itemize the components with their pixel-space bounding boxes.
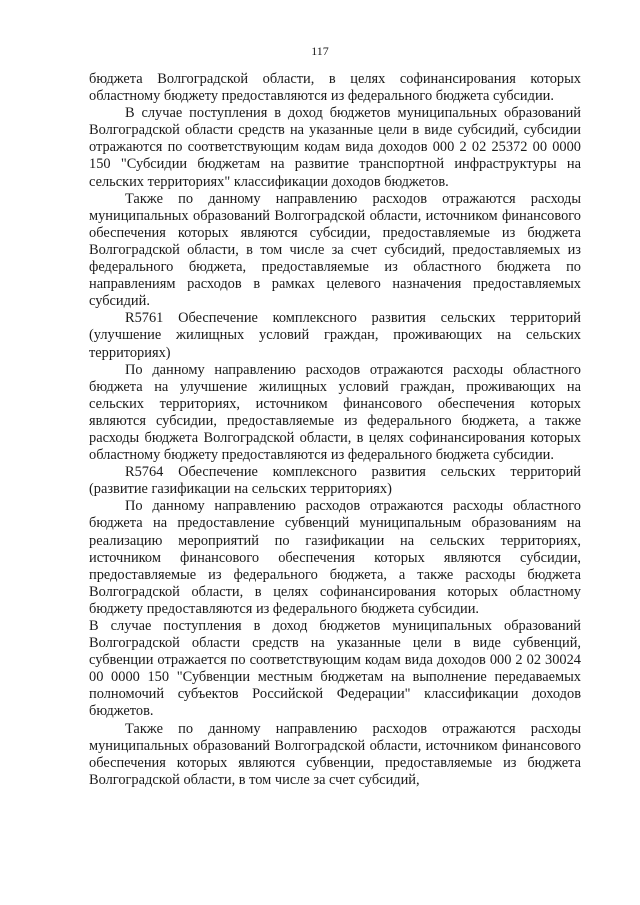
page-number: 117 bbox=[311, 44, 329, 58]
paragraph: бюджета Волгоградской области, в целях софинансирования которых областному бюджету предоставляются из федерального бюджета субсидии. bbox=[89, 71, 581, 105]
paragraph: В случае поступления в доход бюджетов муниципальных образований Волгоградской области средств на указанные цели в виде субвенций, субвенции отражается по соответствующим кодам вида доходов 000 2 02 30024 00 0000 150 "Субвенции местным бюджетам на выполнение передаваемых полномочий субъектов Российской Федерации" классификации доходов бюджетов. bbox=[89, 618, 581, 720]
section-heading: R5764 Обеспечение комплексного развития сельских территорий (развитие газификации на сельских территориях) bbox=[89, 464, 581, 498]
paragraph: В случае поступления в доход бюджетов муниципальных образований Волгоградской области средств на указанные цели в виде субсидий, субсидии отражаются по соответствующим кодам вида доходов 000 2 02 25372 00 0000 150 "Субсидии бюджетам на развитие транспортной инфраструктуры на сельских территориях" классификации доходов бюджетов. bbox=[89, 105, 581, 190]
document-body bbox=[89, 71, 581, 789]
paragraph: Также по данному направлению расходов отражаются расходы муниципальных образований Волгоградской области, источником финансового обеспечения которых являются субвенции, предоставляемые из бюджета Волгоградской области, в том числе за счет субсидий, bbox=[89, 720, 581, 788]
paragraph: По данному направлению расходов отражаются расходы областного бюджета на улучшение жилищных условий граждан, проживающих на сельских территориях, источником финансового обеспечения которых являются субсидии, предоставляемые из федерального бюджета, а также расходы бюджета Волгоградской области, в целях софинансирования которых областному бюджету предоставляются из федерального бюджета субсидии. bbox=[89, 361, 581, 464]
section-heading: R5761 Обеспечение комплексного развития сельских территорий (улучшение жилищных условий граждан, проживающих на сельских территориях) bbox=[89, 310, 581, 361]
paragraph: По данному направлению расходов отражаются расходы областного бюджета на предоставление субвенций муниципальным образованиям на реализацию мероприятий по газификации на сельских территориях, источником финансового обеспечения которых являются субсидии, предоставляемые из федерального бюджета, а также расходы бюджета Волгоградской области, в целях софинансирования которых областному бюджету предоставляются из федерального бюджета субсидии. bbox=[89, 498, 581, 617]
paragraph: Также по данному направлению расходов отражаются расходы муниципальных образований Волгоградской области, источником финансового обеспечения которых являются субсидии, предоставляемые из бюджета Волгоградской области, в том числе за счет субсидий, предоставляемых из федерального бюджета, предоставляемые из областного бюджета по направлениям расходов в рамках целевого назначения предоставляемых субсидий. bbox=[89, 190, 581, 310]
